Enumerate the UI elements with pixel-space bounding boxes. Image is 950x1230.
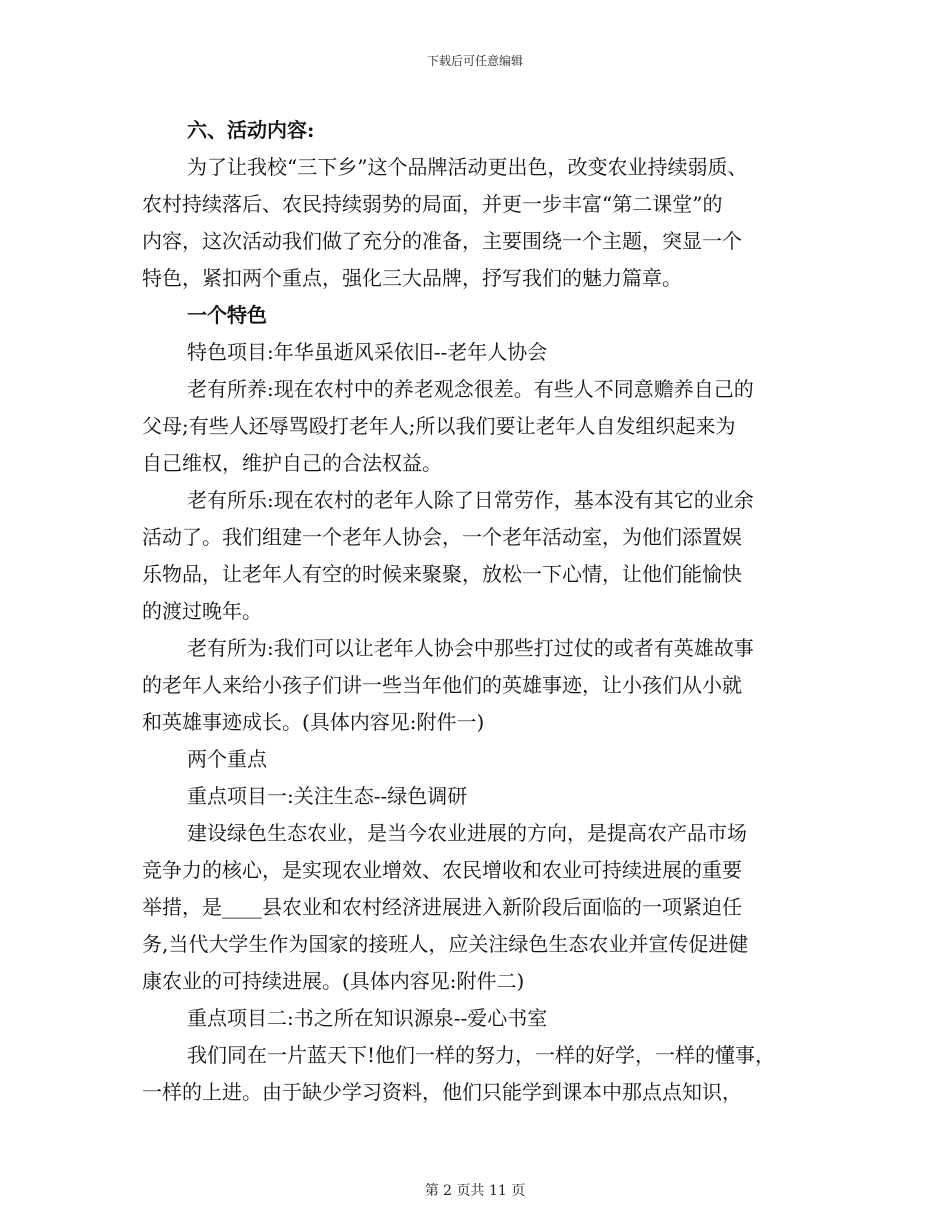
text-line: 我们同在一片蓝天下!他们一样的努力，一样的好学，一样的懂事， (187, 1043, 776, 1067)
page-footer: 第 2 页共 11 页 (424, 1183, 526, 1199)
section-heading: 一个特色 (187, 303, 267, 327)
text-line: 老有所乐:现在农村的老年人除了日常劳作，基本没有其它的业余 (187, 488, 754, 512)
text-line: 农村持续落后、农民持续弱势的局面，并更一步丰富“第二课堂”的 (142, 192, 723, 216)
text-line: 为了让我校“三下乡”这个品牌活动更出色，改变农业持续弱质、 (187, 155, 748, 179)
text-line: 老有所为:我们可以让老年人协会中那些打过仗的或者有英雄故事 (187, 636, 754, 660)
text-line: 和英雄事迹成长。(具体内容见:附件一) (142, 710, 485, 734)
text-line: 老有所养:现在农村中的养老观念很差。有些人不同意赡养自己的 (187, 377, 754, 401)
text-line: 内容，这次活动我们做了充分的准备，主要围绕一个主题，突显一个 (142, 229, 742, 253)
page-header: 下载后可任意编辑 (426, 54, 523, 68)
text-line: 举措，是____县农业和农村经济进展进入新阶段后面临的一项紧迫任 (142, 895, 742, 919)
text-line: 两个重点 (187, 747, 267, 771)
text-line: 乐物品，让老年人有空的时候来聚聚，放松一下心情，让他们能愉快 (142, 562, 742, 586)
text-line: 重点项目二:书之所在知识源泉--爱心书室 (187, 1006, 548, 1030)
section-heading: 六、活动内容: (187, 118, 315, 142)
text-line: 重点项目一:关注生态--绿色调研 (187, 784, 468, 808)
text-line: 活动了。我们组建一个老年人协会，一个老年活动室，为他们添置娱 (142, 525, 742, 549)
document-body (142, 112, 822, 1111)
text-line: 的渡过晚年。 (142, 599, 262, 623)
text-line: 一样的上进。由于缺少学习资料，他们只能学到课本中那点点知识， (142, 1080, 742, 1104)
text-line: 的老年人来给小孩子们讲一些当年他们的英雄事迹，让小孩们从小就 (142, 673, 742, 697)
text-line: 自己维权，维护自己的合法权益。 (142, 451, 442, 475)
text-line: 特色，紧扣两个重点，强化三大品牌，抒写我们的魅力篇章。 (142, 266, 682, 290)
text-line: 务,当代大学生作为国家的接班人，应关注绿色生态农业并宣传促进健 (142, 932, 749, 956)
text-line: 康农业的可持续进展。(具体内容见:附件二) (142, 969, 525, 993)
text-line: 建设绿色生态农业，是当今农业进展的方向，是提高农产品市场 (187, 821, 747, 845)
text-line: 父母;有些人还辱骂殴打老年人;所以我们要让老年人自发组织起来为 (142, 414, 736, 438)
text-line: 竞争力的核心，是实现农业增效、农民增收和农业可持续进展的重要 (142, 858, 742, 882)
text-line: 特色项目:年华虽逝风采依旧--老年人协会 (187, 340, 548, 364)
